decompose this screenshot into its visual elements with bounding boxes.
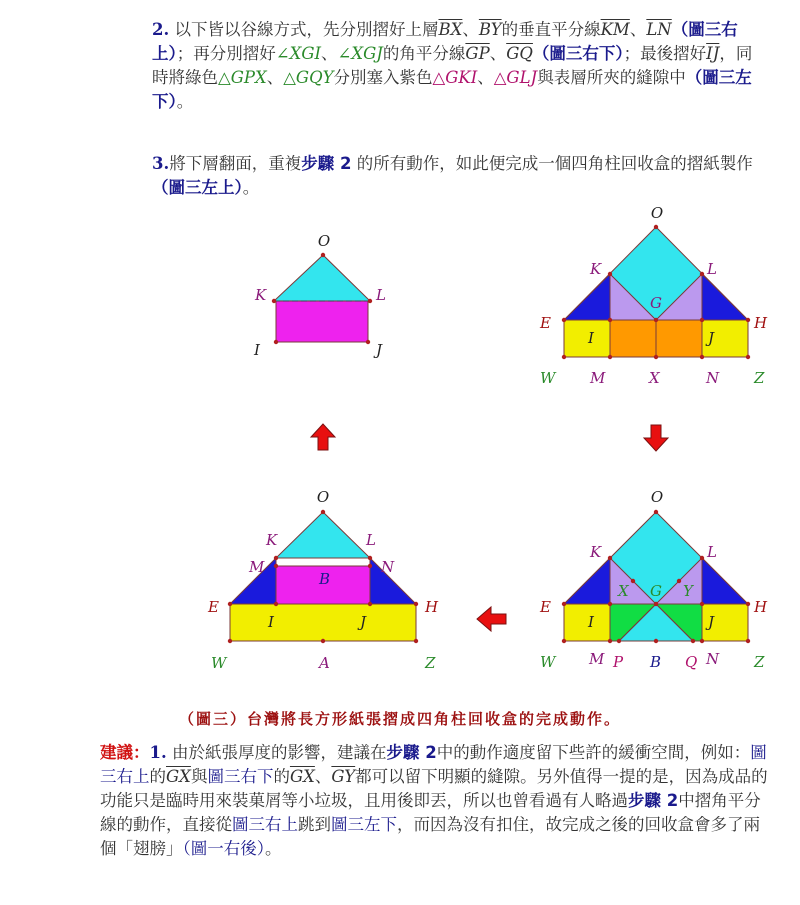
svg-text:I: I bbox=[268, 613, 274, 631]
tl-label-k: K bbox=[255, 286, 267, 304]
svg-text:A: A bbox=[319, 654, 330, 672]
svg-text:G: G bbox=[650, 582, 662, 600]
svg-text:M: M bbox=[589, 650, 605, 668]
down-arrow-icon bbox=[644, 425, 668, 451]
tl-label-i: I bbox=[254, 341, 260, 359]
svg-text:M: M bbox=[249, 558, 265, 576]
svg-text:B: B bbox=[319, 570, 331, 588]
svg-text:L: L bbox=[707, 260, 717, 278]
svg-text:X: X bbox=[649, 369, 660, 387]
tl-label-o: O bbox=[317, 232, 331, 250]
svg-text:K: K bbox=[590, 260, 602, 278]
figure-ref: （圖三右上） bbox=[152, 20, 738, 63]
figure-caption: （圖三）台灣將長方形紙張摺成四角柱回收盒的完成動作。 bbox=[178, 710, 621, 728]
figure-ref: 圖三右上 bbox=[232, 815, 298, 834]
step2-number: 2. bbox=[152, 20, 170, 39]
figure-ref: （圖一右後） bbox=[182, 839, 265, 858]
tl-label-l: L bbox=[376, 286, 386, 304]
svg-text:B: B bbox=[650, 653, 662, 671]
svg-text:N: N bbox=[706, 369, 720, 387]
figure-ref: 圖三右上 bbox=[100, 743, 767, 786]
figure-ref: （圖三左上） bbox=[152, 178, 243, 197]
svg-text:Z: Z bbox=[754, 653, 765, 671]
svg-text:E: E bbox=[540, 314, 551, 332]
svg-text:I: I bbox=[588, 613, 594, 631]
svg-text:E: E bbox=[208, 598, 219, 616]
figure-bottom-left bbox=[207, 488, 439, 672]
svg-text:O: O bbox=[316, 488, 330, 506]
svg-text:H: H bbox=[754, 314, 768, 332]
svg-text:W: W bbox=[540, 653, 556, 671]
svg-text:J: J bbox=[708, 329, 715, 347]
step2-paragraph: 2. 以下皆以谷線方式，先分別摺好上層$\overline{BX}$、$\overline{BY}$的垂直平分線$\overline{KM}$、$\overline{LN}$（圖三右上）；再分別摺好∠XGI、∠XGJ的角平分線$\overline{GP}$、$\overline{GQ}$（圖三右下）；最後摺好$\overline{IJ}$，同時將綠色△GPX、△GQY分別塞入紫色△GKI、△GLJ與表層所夾的縫隙中（圖三左下）。 bbox=[152, 20, 753, 111]
svg-text:Y: Y bbox=[683, 582, 693, 600]
svg-text:P: P bbox=[613, 653, 624, 671]
figure-bottom-right bbox=[539, 488, 768, 671]
svg-text:O: O bbox=[650, 204, 664, 222]
suggestion-number: 1. bbox=[149, 743, 167, 762]
svg-text:W: W bbox=[540, 369, 556, 387]
step3-paragraph: 3.將下層翻面，重複步驟 2 的所有動作，如此便完成一個四角柱回收盒的摺紙製作（圖三左上）。 bbox=[152, 154, 753, 197]
step3-number: 3. bbox=[152, 154, 170, 173]
svg-text:Z: Z bbox=[425, 654, 436, 672]
svg-text:E: E bbox=[540, 598, 551, 616]
svg-text:N: N bbox=[381, 558, 395, 576]
svg-text:N: N bbox=[706, 650, 720, 668]
svg-text:J: J bbox=[708, 613, 715, 631]
svg-text:Q: Q bbox=[685, 653, 698, 671]
svg-text:I: I bbox=[588, 329, 594, 347]
step-ref: 步驟 2 bbox=[386, 743, 437, 762]
svg-text:K: K bbox=[266, 531, 278, 549]
svg-text:O: O bbox=[650, 488, 664, 506]
left-arrow-icon bbox=[477, 607, 506, 631]
tl-cyan-triangle bbox=[274, 255, 370, 301]
suggestion-paragraph: 建議：1. 由於紙張厚度的影響，建議在步驟 2中的動作適度留下些許的緩衝空間，例如：圖三右上的$\overline{GX}$與圖三右下的$\overline{GX}$、$\overline{GY}$都可以留下明顯的縫隙。另外值得一提的是，因為成品的功能只是臨時用來裝菓屑等小垃圾，且用後即丟，所以也曾看過有人略過步驟 2中摺角平分線的動作，直接從圖三右上跳到圖三左下，而因為沒有扣住，故完成之後的回收盒會多了兩個「翅膀」（圖一右後）。 bbox=[100, 743, 768, 858]
step-ref: 步驟 2 bbox=[301, 154, 352, 173]
svg-text:W: W bbox=[211, 654, 227, 672]
figure-ref: （圖三左下） bbox=[152, 68, 752, 111]
suggestion-label: 建議： bbox=[100, 743, 150, 762]
svg-text:L: L bbox=[366, 531, 376, 549]
figure-ref: （圖三右下） bbox=[532, 44, 624, 63]
svg-text:L: L bbox=[707, 543, 717, 561]
tl-magenta-rect bbox=[276, 301, 368, 342]
figure-ref: 圖三右下 bbox=[207, 767, 274, 786]
svg-text:H: H bbox=[754, 598, 768, 616]
svg-text:H: H bbox=[425, 598, 439, 616]
figure-top-left bbox=[253, 232, 386, 359]
svg-text:X: X bbox=[618, 582, 629, 600]
figure-top-right bbox=[539, 204, 768, 387]
svg-text:J: J bbox=[360, 613, 367, 631]
svg-text:Z: Z bbox=[754, 369, 765, 387]
step-ref: 步驟 2 bbox=[628, 791, 679, 810]
up-arrow-icon bbox=[311, 424, 335, 450]
svg-text:G: G bbox=[650, 294, 662, 312]
figure-ref: 圖三左下 bbox=[331, 815, 397, 834]
tl-label-j: J bbox=[376, 341, 383, 359]
svg-text:M: M bbox=[590, 369, 606, 387]
svg-text:K: K bbox=[590, 543, 602, 561]
